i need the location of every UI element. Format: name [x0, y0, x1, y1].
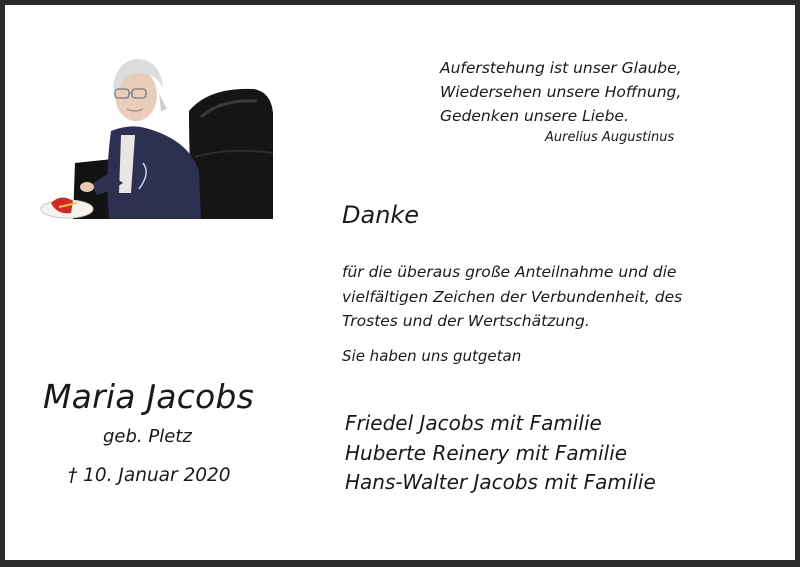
thanks-line: vielfältigen Zeichen der Verbundenheit, des: [342, 287, 683, 306]
quote-block: [440, 56, 700, 128]
deceased-name: Maria Jacobs: [43, 377, 254, 416]
thanks-paragraph: [342, 260, 712, 334]
thanks-line: für die überaus große Anteilnahme und die: [342, 263, 677, 281]
death-date: † 10. Januar 2020: [68, 465, 231, 486]
family-entry: Huberte Reinery mit Familie: [345, 440, 628, 465]
heading-danke: Danke: [342, 201, 420, 229]
maiden-name: geb. Pletz: [103, 426, 192, 447]
portrait-photo: [39, 53, 273, 219]
thanks-line: Trostes und der Wertschätzung.: [342, 312, 590, 330]
quote-line: Auferstehung ist unser Glaube,: [440, 59, 682, 77]
quote-author: Aurelius Augustinus: [545, 130, 675, 145]
family-list: [345, 409, 656, 498]
family-entry: Friedel Jacobs mit Familie: [345, 411, 602, 435]
quote-line: Wiedersehen unsere Hoffnung,: [440, 83, 682, 101]
portrait-photo-illustration: [39, 53, 273, 219]
closing-line: Sie haben uns gutgetan: [342, 347, 522, 365]
family-entry: Hans-Walter Jacobs mit Familie: [345, 470, 656, 494]
quote-line: Gedenken unsere Liebe.: [440, 107, 629, 125]
